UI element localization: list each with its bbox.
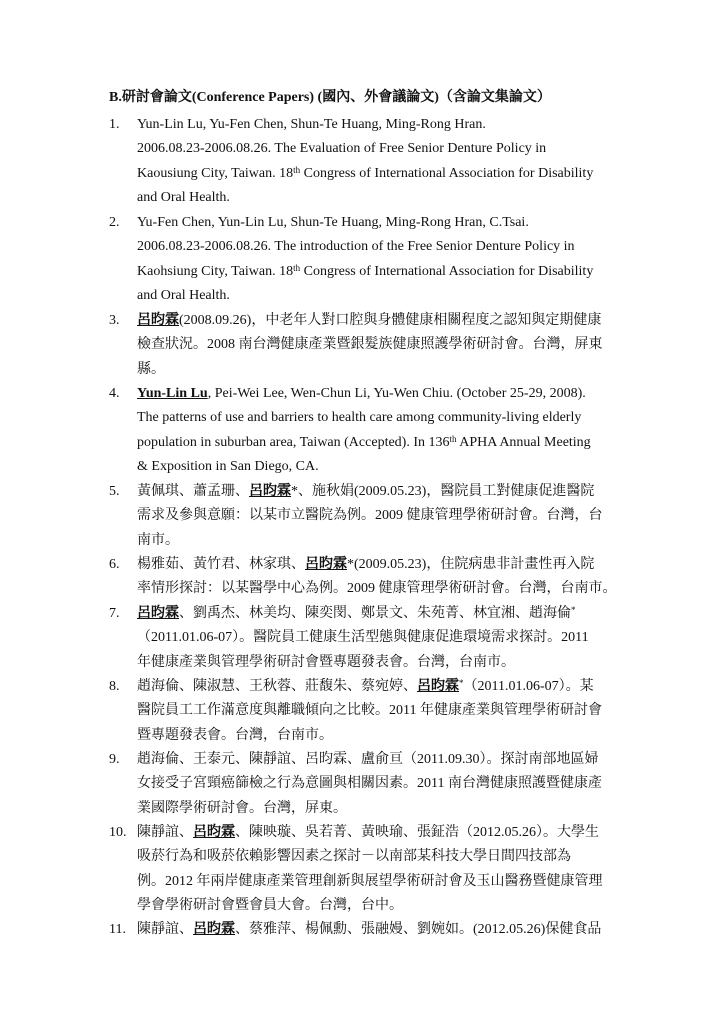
entry-line bbox=[137, 260, 593, 284]
entry-line: 需求及參與意願：以某市立醫院為例。2009 健康管理學術研討會。台灣，台 bbox=[137, 508, 603, 524]
entry-number: 1. bbox=[109, 117, 120, 132]
superscript-mark: * bbox=[459, 678, 464, 688]
highlighted-author: 呂昀霖 bbox=[193, 825, 235, 840]
superscript-mark: th bbox=[293, 164, 301, 175]
text-segment: 趙海倫、陳淑慧、王秋蓉、莊馥朱、蔡宛婷、 bbox=[137, 679, 417, 694]
text-segment: Congress of International Association for Disability bbox=[300, 263, 594, 279]
text-segment: （2011.01.06-07）。某 bbox=[463, 679, 594, 694]
entry-line: and Oral Health. bbox=[137, 190, 230, 206]
highlighted-author: 呂昀霖 bbox=[417, 679, 459, 694]
text-segment: (2008.09.26)，中老年人對口腔與身體健康相關程度之認知與定期健康 bbox=[179, 313, 602, 328]
entry-number: 11. bbox=[109, 922, 126, 937]
entry-line: 例。2012 年兩岸健康產業管理創新與展望學術研討會及玉山醫務暨健康管理 bbox=[137, 873, 603, 889]
text-segment: 、蔡雅萍、楊佩勳、張融嫚、劉婉如。(2012.05.26)保健食品 bbox=[235, 922, 602, 937]
text-segment: 陳靜誼、 bbox=[137, 825, 193, 840]
entry-number: 3. bbox=[109, 313, 120, 328]
text-segment: population in suburban area, Taiwan (Accepted). In 136 bbox=[137, 434, 450, 450]
entry-number: 4. bbox=[109, 386, 120, 401]
entry-line: 縣。 bbox=[137, 361, 165, 377]
highlighted-author: 呂昀霖 bbox=[193, 922, 235, 937]
entry-line bbox=[137, 382, 586, 406]
text-segment: , Pei-Wei Lee, Wen-Chun Li, Yu-Wen Chiu. (October 25-29, 2008). bbox=[207, 386, 586, 401]
entry-line: （2011.01.06-07）。醫院員工健康生活型態與健康促進環境需求探討。2011 bbox=[137, 630, 589, 646]
highlighted-author: 呂昀霖 bbox=[249, 484, 291, 499]
text-segment: APHA Annual Meeting bbox=[456, 434, 591, 450]
highlighted-author: Yun-Lin Lu bbox=[137, 386, 208, 401]
entry-line: 2006.08.23-2006.08.26. The introduction of the Free Senior Denture Policy in bbox=[137, 239, 575, 255]
entry-number: 7. bbox=[109, 606, 120, 621]
entry-number: 5. bbox=[109, 484, 120, 499]
text-segment: Kaousiung City, Taiwan. 18 bbox=[137, 165, 294, 181]
entry-line: 2006.08.23-2006.08.26. The Evaluation of Free Senior Denture Policy in bbox=[137, 141, 547, 157]
text-segment: 、劉禹杰、林美均、陳奕閔、鄭景文、朱苑菁、林宜湘、趙海倫 bbox=[179, 606, 571, 621]
entry-line: 南市。 bbox=[137, 532, 179, 548]
entry-line bbox=[137, 675, 594, 699]
text-segment: 陳靜誼、 bbox=[137, 922, 193, 937]
entry-line: The patterns of use and barriers to health care among community-living elderly bbox=[137, 410, 582, 426]
entry-line bbox=[137, 162, 593, 186]
text-segment: 楊雅茹、黃竹君、林家琪、 bbox=[137, 557, 305, 572]
entry-line bbox=[137, 309, 601, 333]
entry-line bbox=[137, 553, 594, 577]
entry-number: 10. bbox=[109, 825, 127, 840]
entry-line: 吸菸行為和吸菸依賴影響因素之探討－以南部某科技大學日間四技部為 bbox=[137, 849, 571, 865]
entry-line bbox=[137, 918, 601, 942]
entry-line bbox=[137, 821, 599, 845]
entry-line: Yun-Lin Lu, Yu-Fen Chen, Shun-Te Huang, Ming-Rong Hran. bbox=[137, 117, 486, 132]
entry-line: 年健康產業與管理學術研討會暨專題發表會。台灣，台南市。 bbox=[137, 654, 515, 670]
text-segment: Kaohsiung City, Taiwan. 18 bbox=[137, 263, 294, 279]
text-segment: *、施秋娟(2009.05.23)，醫院員工對健康促進醫院 bbox=[291, 484, 595, 499]
section-heading: B.研討會論文(Conference Papers) (國內、外會議論文)（含論文集論文） bbox=[109, 90, 551, 105]
text-segment: *(2009.05.23)，住院病患非計畫性再入院 bbox=[347, 557, 595, 572]
entry-line: 醫院員工工作滿意度與離職傾向之比較。2011 年健康產業與管理學術研討會 bbox=[137, 703, 602, 719]
highlighted-author: 呂昀霖 bbox=[137, 606, 179, 621]
entry-line: 率情形探討：以某醫學中心為例。2009 健康管理學術研討會。台灣，台南市。 bbox=[137, 581, 617, 597]
entry-line bbox=[137, 602, 576, 626]
text-segment: Congress of International Association for Disability bbox=[300, 165, 594, 181]
superscript-mark: th bbox=[449, 433, 457, 444]
entry-line: 學會學術研討會暨會員大會。台灣，台中。 bbox=[137, 898, 403, 914]
highlighted-author: 呂昀霖 bbox=[305, 557, 347, 572]
entry-number: 2. bbox=[109, 215, 120, 230]
entry-line: and Oral Health. bbox=[137, 288, 230, 304]
entry-number: 6. bbox=[109, 557, 120, 572]
superscript-mark: * bbox=[571, 605, 576, 615]
entry-line bbox=[137, 480, 594, 504]
text-segment: 、陳映璇、吳若菁、黃映瑜、張鉦浩（2012.05.26）。大學生 bbox=[235, 825, 599, 840]
entry-number: 9. bbox=[109, 752, 120, 767]
entry-line: 暨專題發表會。台灣，台南市。 bbox=[137, 727, 333, 743]
entry-line: 趙海倫、王泰元、陳靜誼、呂昀霖、盧俞亘（2011.09.30）。探討南部地區婦 bbox=[137, 752, 599, 767]
text-segment: 黃佩琪、蕭孟珊、 bbox=[137, 484, 249, 499]
superscript-mark: th bbox=[293, 262, 301, 273]
entry-line bbox=[137, 431, 591, 455]
highlighted-author: 呂昀霖 bbox=[137, 313, 179, 328]
entry-line: Yu-Fen Chen, Yun-Lin Lu, Shun-Te Huang, Ming-Rong Hran, C.Tsai. bbox=[137, 215, 529, 230]
entry-number: 8. bbox=[109, 679, 120, 694]
entry-line: 業國際學術研討會。台灣，屏東。 bbox=[137, 800, 347, 816]
entry-line: & Exposition in San Diego, CA. bbox=[137, 459, 319, 475]
entry-line: 檢查狀況。2008 南台灣健康產業暨銀髮族健康照護學術研討會。台灣，屏東 bbox=[137, 337, 603, 353]
entry-line: 女接受子宮頸癌篩檢之行為意圖與相關因素。2011 南台灣健康照護暨健康產 bbox=[137, 776, 602, 792]
